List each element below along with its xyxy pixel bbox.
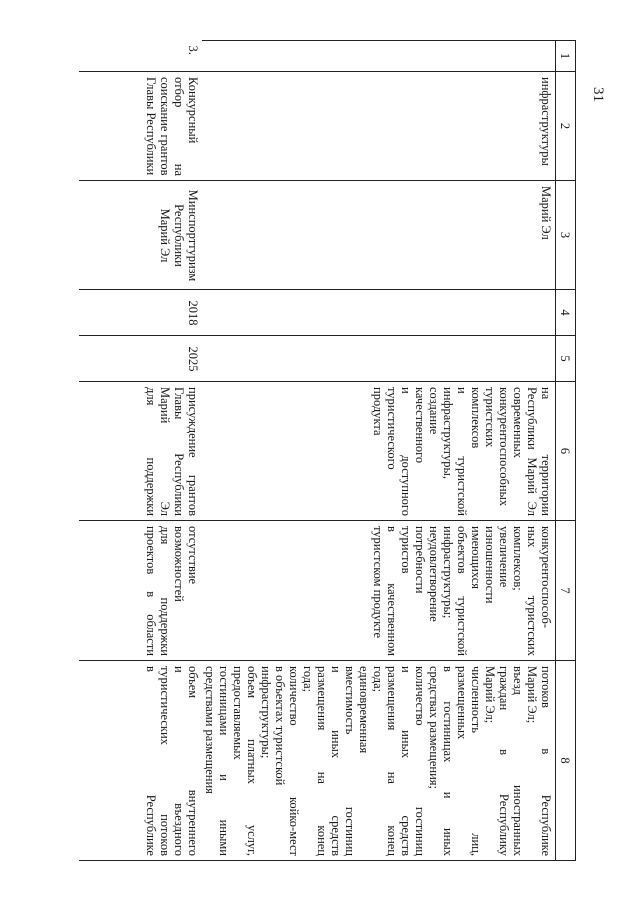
cell-line: туристских xyxy=(483,387,497,448)
cell-line: и въездного xyxy=(172,666,186,856)
table-cell xyxy=(79,181,202,290)
cell-line: туристов xyxy=(399,526,413,574)
cell-line: предоставляемых xyxy=(231,666,245,760)
cell-line: объем платных услуг, xyxy=(245,666,259,856)
table-cell xyxy=(202,661,556,861)
cell-line: гостиницами и иными xyxy=(217,666,231,856)
cell-line: единовременная xyxy=(357,666,371,754)
cell-line: изношенности xyxy=(483,526,497,604)
cell-line: Минспорттуризм xyxy=(186,189,200,282)
cell-line: средствами размещения xyxy=(203,666,217,794)
cell-line: Республики xyxy=(172,204,186,267)
cell-line: Марий Эл; xyxy=(483,666,497,724)
table-cell xyxy=(79,661,202,861)
cell-line: размещенных xyxy=(455,666,469,740)
cell-line: инфраструктуры, xyxy=(441,387,455,480)
cell-line: въезд иностранных xyxy=(511,666,525,856)
cell-line: размещения на конец xyxy=(315,666,329,856)
cell-line: вместимость гостиниц xyxy=(343,666,357,856)
cell-line: в объектах туристской xyxy=(273,666,287,786)
cell-line: возможностей xyxy=(172,526,186,602)
cell-line: Марий Эл xyxy=(158,208,172,263)
cell-line: потоков в Республике xyxy=(539,666,553,856)
column-header: 8 xyxy=(556,661,576,861)
cell-line: конкурентоспособных xyxy=(497,387,511,507)
rotated-page xyxy=(104,40,576,860)
cell-line: имеющихся xyxy=(469,526,483,589)
table-cell xyxy=(79,336,202,382)
cell-line: потребности xyxy=(413,526,427,594)
cell-line: соискание грантов xyxy=(158,77,172,176)
column-header: 2 xyxy=(556,72,576,181)
table-cell xyxy=(79,72,202,181)
cell-line: конкурентоспособ- xyxy=(539,526,553,628)
column-header: 1 xyxy=(556,41,576,72)
cell-line: создание xyxy=(427,387,441,435)
cell-line: увеличение xyxy=(497,526,511,588)
cell-line: и доступного xyxy=(399,387,413,516)
table-cell xyxy=(202,72,556,181)
table-cell xyxy=(79,290,202,336)
cell-line: размещения на конец xyxy=(385,666,399,856)
table-cell xyxy=(202,290,556,336)
column-header: 6 xyxy=(556,382,576,521)
column-header: 5 xyxy=(556,336,576,382)
row-number: 3. xyxy=(186,45,200,55)
cell-line: комплексов xyxy=(469,387,483,449)
start-year: 2018 xyxy=(186,300,200,326)
cell-line: инфраструктуры; xyxy=(441,526,455,619)
cell-line: Конкурсный xyxy=(186,77,200,144)
cell-line: Главы Республики xyxy=(144,77,158,176)
cell-line: количество гостиниц xyxy=(413,666,427,856)
cell-line: численность лиц, xyxy=(469,666,483,856)
cell-line: туристском продукте xyxy=(371,526,385,639)
table-cell xyxy=(202,41,556,72)
cell-line: продукта xyxy=(371,387,385,436)
cell-line: в гостиницах и иных xyxy=(441,666,455,856)
cell-line: и иных средств xyxy=(399,666,413,856)
cell-line: туристического xyxy=(385,387,399,470)
cell-line: Марий Эл xyxy=(539,186,553,240)
table-cell xyxy=(202,382,556,521)
table-row xyxy=(202,41,556,861)
cell-line: в качественном xyxy=(385,526,399,656)
column-header: 4 xyxy=(556,290,576,336)
end-year: 2025 xyxy=(186,346,200,372)
cell-line: Республики Марий Эл xyxy=(525,387,539,516)
cell-line: граждан в Республику xyxy=(497,666,511,856)
cell-line: ных туристских xyxy=(525,526,539,656)
cell-line: средствах размещения; xyxy=(427,666,441,790)
cell-line: в Республике xyxy=(144,666,158,856)
table-cell xyxy=(202,336,556,382)
program-table xyxy=(79,40,576,861)
cell-line: проектов в области xyxy=(144,526,158,656)
cell-line: для поддержки xyxy=(158,526,172,656)
cell-line: на территории xyxy=(539,387,553,516)
cell-line: инфраструктуры; xyxy=(259,666,273,759)
cell-line: объектов туристской xyxy=(455,526,469,656)
cell-line: присуждение грантов xyxy=(186,387,200,516)
page-number: 31 xyxy=(590,87,606,102)
table-row xyxy=(79,41,202,861)
cell-line: года; xyxy=(371,666,385,693)
table-cell xyxy=(79,382,202,521)
cell-line: года; xyxy=(301,666,315,693)
cell-line: и туристской xyxy=(455,387,469,516)
cell-line: Главы Республики xyxy=(172,387,186,516)
cell-line: для поддержки xyxy=(144,387,158,516)
cell-line: инфраструктуры xyxy=(539,77,553,166)
cell-line: неудовлетворение xyxy=(427,526,441,622)
table-header-row xyxy=(556,41,576,861)
cell-line: Марий Эл xyxy=(158,387,172,516)
cell-line: отбор на xyxy=(172,77,186,176)
cell-line: и иных средств xyxy=(329,666,343,856)
cell-line: комплексов; xyxy=(511,526,525,591)
cell-line: туристических потоков xyxy=(158,666,172,856)
cell-line: качественного xyxy=(413,387,427,464)
cell-line: количество койко-мест xyxy=(287,666,301,856)
column-header: 7 xyxy=(556,521,576,661)
table-cell xyxy=(79,41,202,72)
table-cell xyxy=(202,181,556,290)
table-cell xyxy=(79,521,202,661)
cell-line: Марий Эл; xyxy=(525,666,539,724)
cell-line: отсутствие xyxy=(186,526,200,585)
table-cell xyxy=(202,521,556,661)
cell-line: современных xyxy=(511,387,525,458)
column-header: 3 xyxy=(556,181,576,290)
cell-line: объем внутреннего xyxy=(186,666,200,856)
